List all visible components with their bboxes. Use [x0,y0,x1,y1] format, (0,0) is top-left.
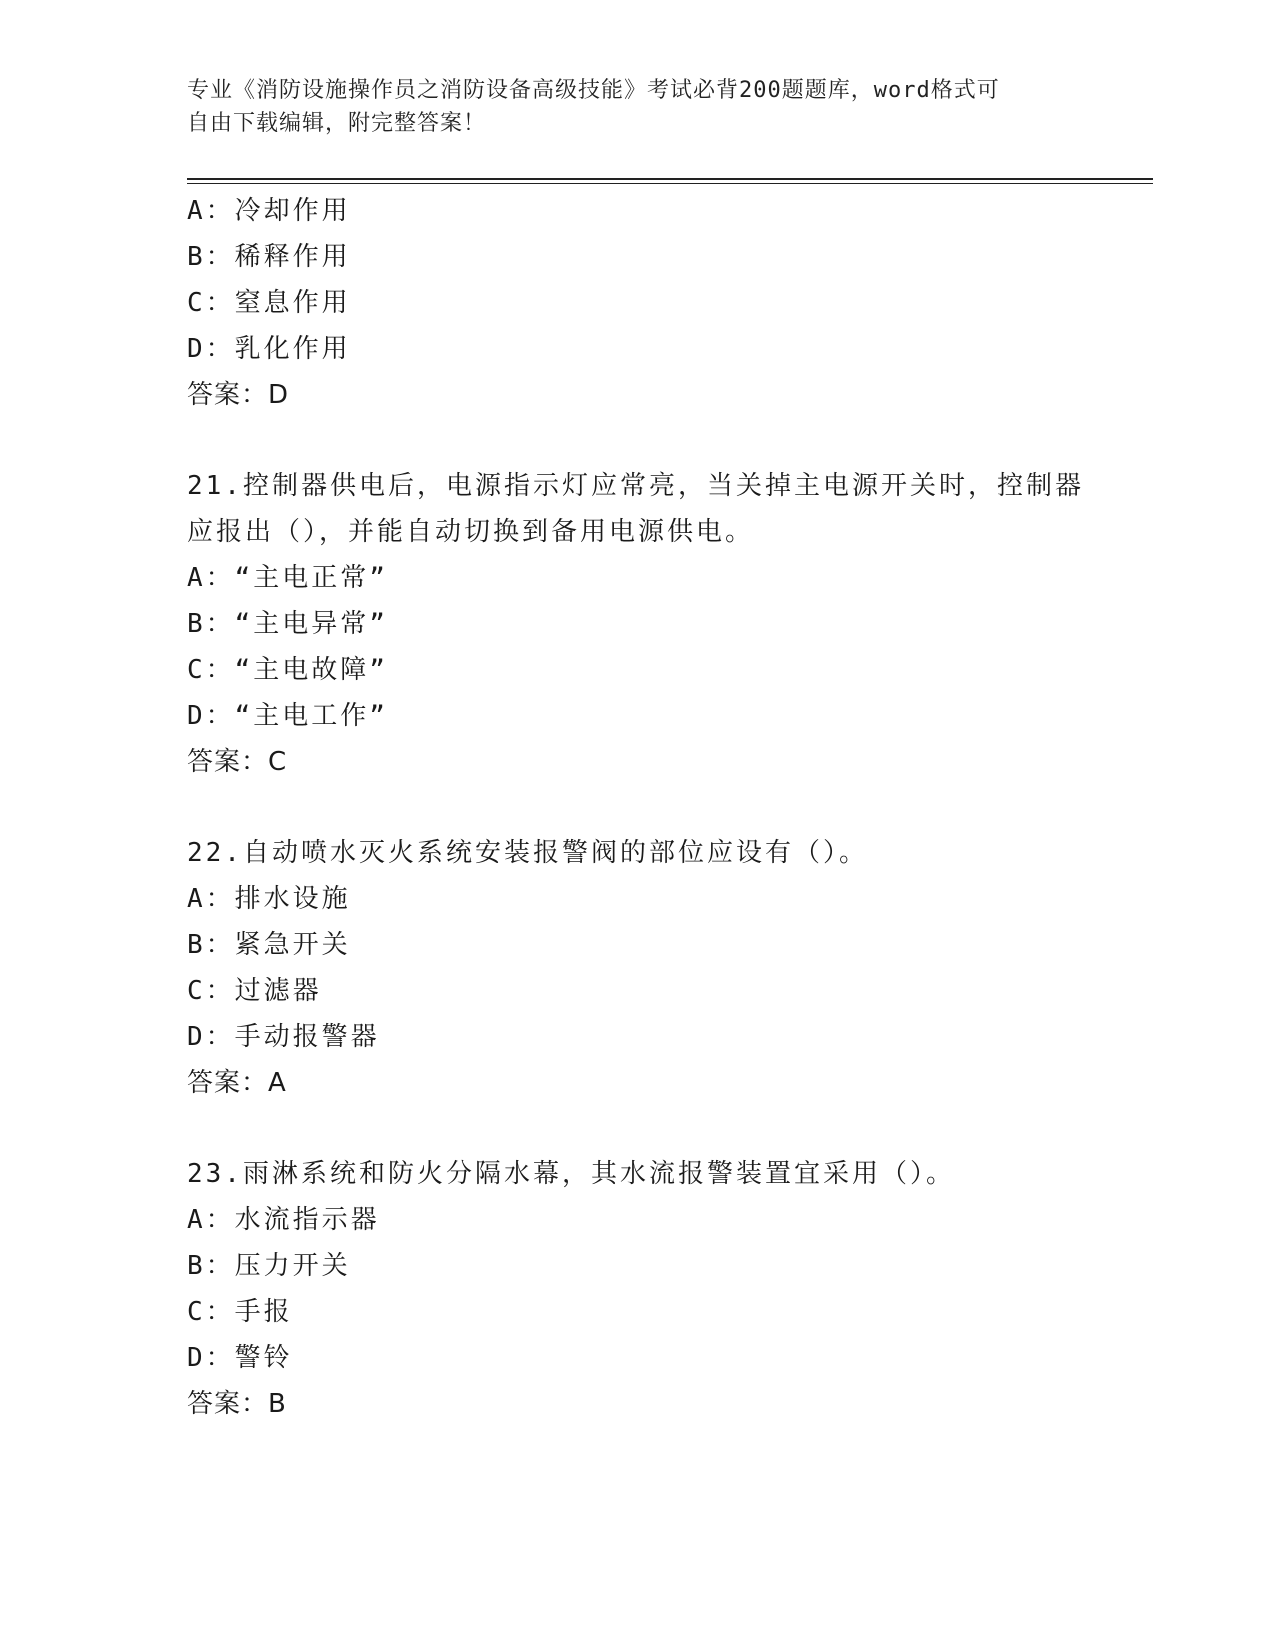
option-c: C：窒息作用 [187,288,351,318]
block-gap [187,418,1167,463]
header-line-1: 专业《消防设施操作员之消防设备高级技能》考试必背200题题库，word格式可 [187,78,1000,103]
option-b: B：“主电异常” [187,609,388,639]
answer-line: 答案：A [187,1068,287,1098]
question-text-line-2: 应报出（），并能自动切换到备用电源供电。 [187,517,755,547]
option-b: B：压力开关 [187,1251,351,1281]
question-list [187,188,1167,1427]
option-d: D：警铃 [187,1343,293,1373]
block-gap [187,785,1167,830]
question-block [187,463,1167,785]
option-a: A：“主电正常” [187,563,388,593]
answer-line: 答案：C [187,747,288,777]
question-block [187,830,1167,1106]
option-d: D：“主电工作” [187,701,388,731]
option-c: C：手报 [187,1297,293,1327]
option-a: A：排水设施 [187,884,351,914]
question-text-line-1: 21.控制器供电后，电源指示灯应常亮，当关掉主电源开关时，控制器 [187,471,1084,501]
header-divider-thick [187,178,1153,180]
option-c: C：“主电故障” [187,655,388,685]
option-a: A：冷却作用 [187,196,351,226]
option-b: B：稀释作用 [187,242,351,272]
question-text-line-1: 23.雨淋系统和防火分隔水幕，其水流报警装置宜采用（）。 [187,1159,955,1189]
answer-line: 答案：B [187,1389,287,1419]
question-block [187,188,1167,418]
option-a: A：水流指示器 [187,1205,380,1235]
question-block [187,1151,1167,1427]
answer-line: 答案：D [187,380,290,410]
question-text-line-1: 22.自动喷水灭火系统安装报警阀的部位应设有（）。 [187,838,868,868]
header-divider-thin [187,183,1153,184]
option-d: D：手动报警器 [187,1022,380,1052]
document-header [187,74,1087,140]
option-b: B：紧急开关 [187,930,351,960]
option-c: C：过滤器 [187,976,322,1006]
block-gap [187,1106,1167,1151]
option-d: D：乳化作用 [187,334,351,364]
header-line-2: 自由下载编辑，附完整答案！ [187,111,487,136]
